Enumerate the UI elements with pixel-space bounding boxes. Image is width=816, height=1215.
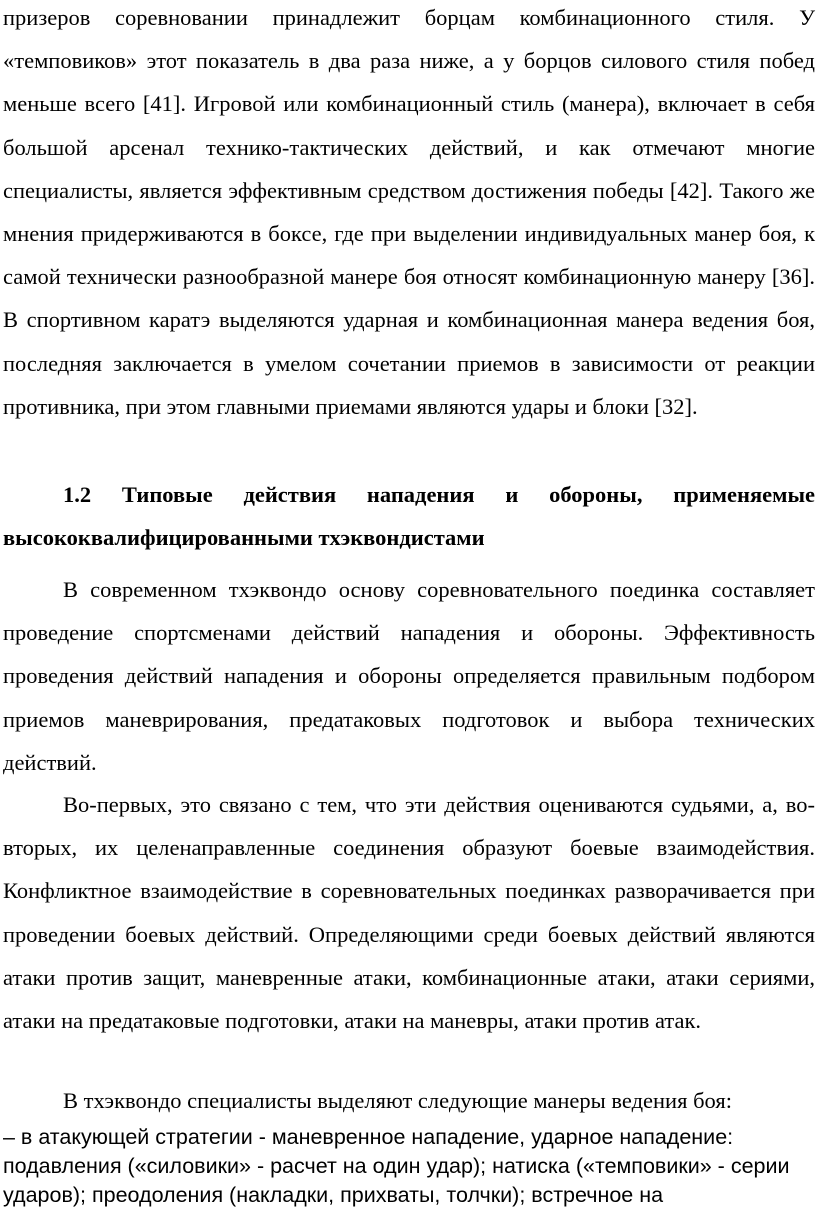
paragraph-fighting-manners-intro: В тхэквондо специалисты выделяют следующие манеры ведения боя:	[63, 1088, 732, 1113]
list-item-attacking-strategy: – в атакующей стратегии - маневренное нападение, ударное нападение: подавления («силовики» - расчет на один удар); натиска («темповики» - серии ударов); преодоления (накладки, прихваты, толчки); встречное на	[3, 1125, 790, 1207]
paragraph-styles-of-fighting: призеров соревновании принадлежит борцам комбинационного стиля. У «темповиков» этот показатель в два раза ниже, а у борцов силового стиля побед меньше всего [41]. Игровой или комбинационный стиль (манера), включает в себя большой арсенал технико-тактических действий, и как отмечают многие специалисты, является эффективным средством достижения победы [42]. Такого же мнения придерживаются в боксе, где при выделении индивидуальных манер боя, к самой технически разнообразной манере боя относят комбинационную манеру [36]. В спортивном каратэ выделяются ударная и комбинационная манера ведения боя, последняя заключается в умелом сочетании приемов в зависимости от реакции противника, при этом главными приемами являются удары и блоки [32].	[3, 5, 815, 419]
paragraph-firstly-secondly: Во-первых, это связано с тем, что эти действия оцениваются судьями, а, во-вторых, их целенаправленные соединения образуют боевые взаимодействия. Конфликтное взаимодействие в соревновательных поединках разворачивается при проведении боевых действий. Определяющими среди боевых действий являются атаки против защит, маневренные атаки, комбинационные атаки, атаки сериями, атаки на предатаковые подготовки, атаки на маневры, атаки против атак.	[3, 792, 815, 1034]
paragraph-modern-taekwondo: В современном тхэквондо основу соревновательного поединка составляет проведение спортсменами действий нападения и обороны. Эффективность проведения действий нападения и обороны определяется правильным подбором приемов маневрирования, предатаковых подготовок и выбора технических действий.	[3, 577, 815, 775]
section-heading-1-2: 1.2 Типовые действия нападения и обороны, применяемые высококвалифицированными тхэквондистами	[3, 482, 815, 551]
